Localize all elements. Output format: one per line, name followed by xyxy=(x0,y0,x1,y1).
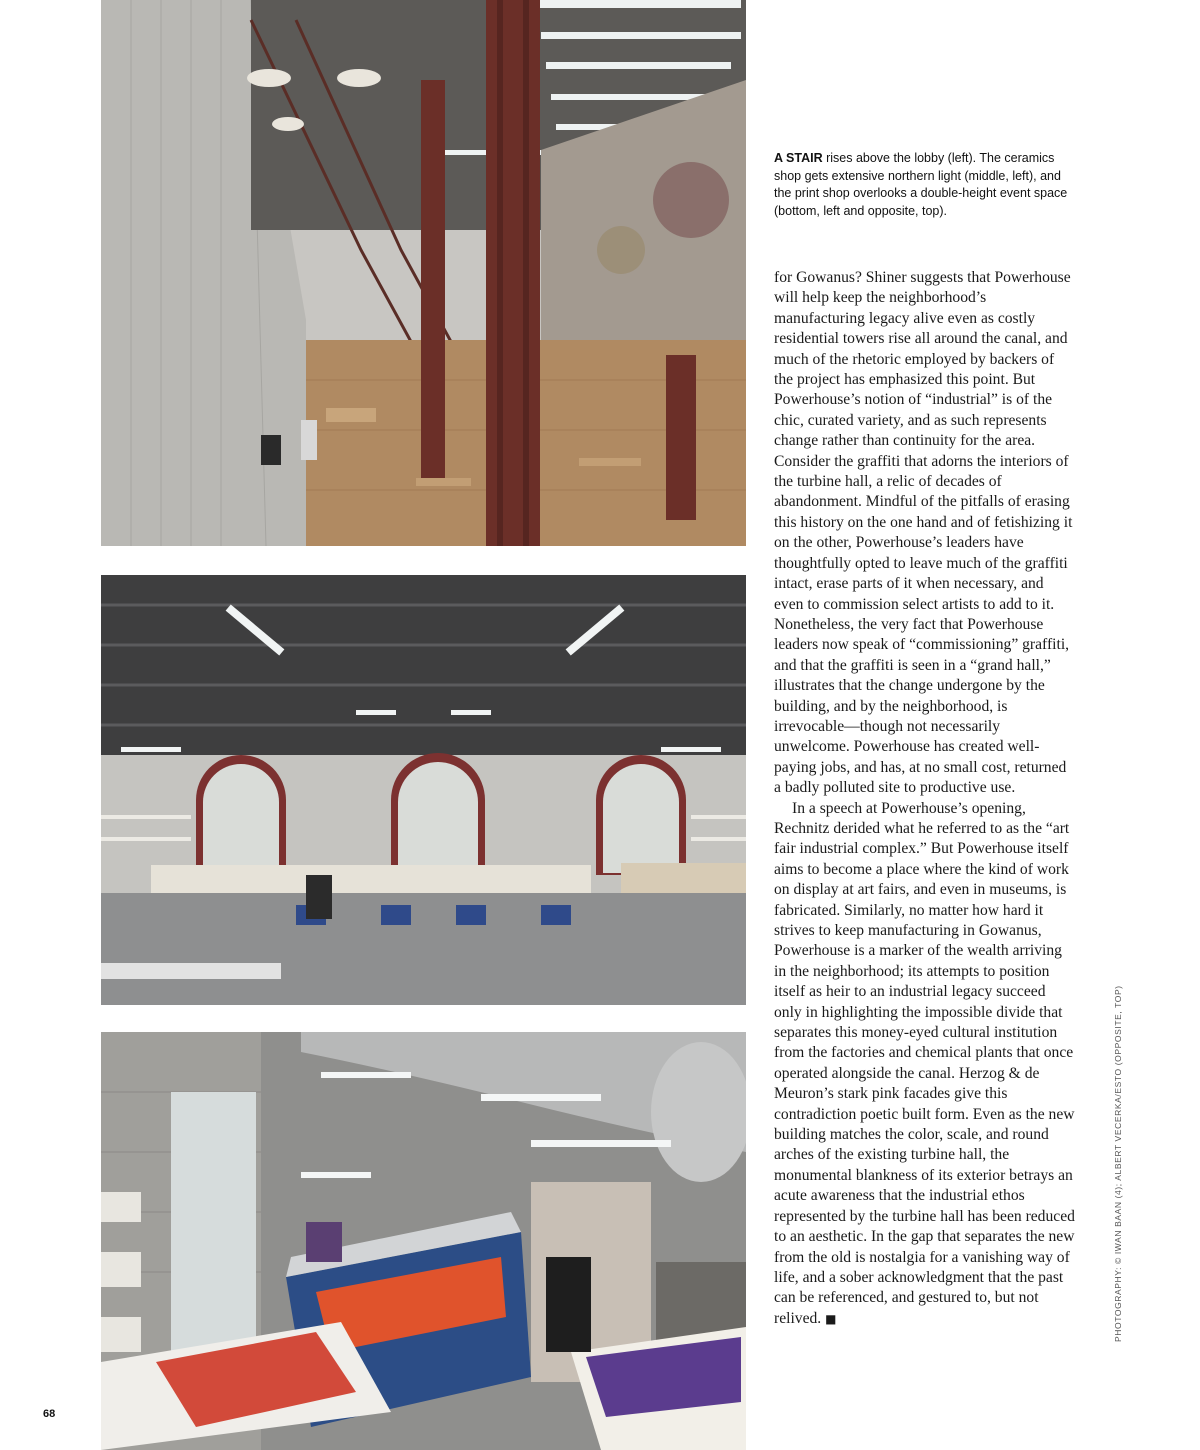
photo-caption xyxy=(774,150,1074,220)
photo-print-shop xyxy=(101,1032,746,1450)
article-body xyxy=(774,268,1076,1329)
stair-lobby-illustration xyxy=(101,0,746,546)
end-mark: ■ xyxy=(825,1311,837,1326)
page-number: 68 xyxy=(43,1408,56,1420)
ceramics-shop-illustration xyxy=(101,575,746,1005)
photo-credit: PHOTOGRAPHY: © IWAN BAAN (4); ALBERT VECERKA/ESTO (OPPOSITE, TOP) xyxy=(1113,985,1123,1342)
print-shop-illustration xyxy=(101,1032,746,1450)
caption-text: rises above the lobby (left). The ceramics shop gets extensive northern light (middle, left), and the print shop overlooks a double-height event space (bottom, left and opposite, top). xyxy=(774,151,1068,218)
article-paragraph xyxy=(774,799,1076,1330)
caption-lead: A STAIR xyxy=(774,151,823,165)
article-paragraph: for Gowanus? Shiner suggests that Powerhouse will help keep the neighborhood’s manufacturing legacy alive even as costly residential towers rise all around the canal, and much of the rhetoric employed by backers of the project has emphasized this point. But Powerhouse’s notion of “industrial” is of the chic, curated variety, and as such represents change rather than continuity for the area. Consider the graffiti that adorns the interiors of the turbine hall, a relic of decades of abandonment. Mindful of the pitfalls of erasing this history on the one hand and of fetishizing it on the other, Powerhouse’s leaders have thoughtfully opted to leave much of the graffiti intact, erase parts of it when necessary, and even to commission select artists to add to it. Nonetheless, the very fact that Powerhouse leaders now speak of “commissioning” graffiti, and that the graffiti is seen in a “grand hall,” illustrates that the change undergone by the building, and by the neighborhood, is irrevocable—though not necessarily unwelcome. Powerhouse has created well-paying jobs, and has, at no small cost, returned a badly polluted site to productive use. xyxy=(774,269,1073,797)
photo-stair-lobby xyxy=(101,0,746,546)
article-paragraph-text: In a speech at Powerhouse’s opening, Rechnitz derided what he referred to as the “art fair industrial complex.” But Powerhouse itself aims to become a place where the kind of work on display at art fairs, and even in museums, is fabricated. Similarly, no matter how hard it strives to keep manufacturing in Gowanus, Powerhouse is a marker of the wealth arriving in the neighborhood; its attempts to position itself as heir to an industrial legacy succeed only in highlighting the impossible divide that separates this money-eyed cultural institution from the factories and chemical plants that once operated alongside the canal. Herzog & de Meuron’s stark pink facades give this contradiction poetic built form. Even as the new building matches the color, scale, and round arches of the existing turbine hall, the monumental blankness of its exterior betrays an acute awareness that the industrial ethos represented by the turbine hall has been reduced to an aesthetic. In the gap that separates the new from the old is nostalgia for a vanishing way of life, and a sober acknowledgment that the past can be referenced, and gestured to, but not relived. xyxy=(774,799,1075,1327)
photo-ceramics-shop xyxy=(101,575,746,1005)
